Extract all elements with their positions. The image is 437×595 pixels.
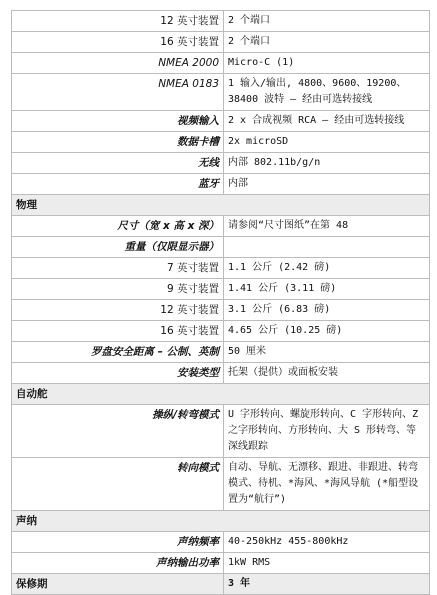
spec-value: U 字形转向、螺旋形转向、C 字形转向、Z 之字形转向、方形转向、大 S 形转弯、等深线跟踪 [224,405,430,458]
spec-table-body [12,11,430,595]
spec-label: 操纵/转弯模式 [12,405,224,458]
spec-row [12,237,430,258]
spec-label: 声纳输出功率 [12,553,224,574]
spec-value: 40-250kHz 455-800kHz [224,532,430,553]
spec-row [12,174,430,195]
spec-label: 7 英寸装置 [12,258,224,279]
spec-row [12,111,430,132]
spec-label: 蓝牙 [12,174,224,195]
spec-value [224,237,430,258]
spec-label: 声纳频率 [12,532,224,553]
section-header [12,384,430,405]
spec-value: 2 个端口 [224,32,430,53]
section-header [12,574,430,595]
spec-label: 16 英寸装置 [12,32,224,53]
spec-row [12,321,430,342]
spec-value: 托架（提供）或面板安装 [224,363,430,384]
spec-value: 1kW RMS [224,553,430,574]
spec-label: 12 英寸装置 [12,11,224,32]
spec-value: 自动、导航、无漂移、跟进、非跟进、转弯模式、待机、*海风、*海风导航 (*船型设置为“航行”) [224,458,430,511]
spec-value: 1.1 公斤 (2.42 磅) [224,258,430,279]
spec-label: 视频输入 [12,111,224,132]
section-title: 物理 [12,195,430,216]
spec-table [11,10,430,595]
spec-label: 重量（仅限显示器） [12,237,224,258]
spec-label: 12 英寸装置 [12,300,224,321]
spec-value: 50 厘米 [224,342,430,363]
spec-label: 无线 [12,153,224,174]
spec-value: 2 x 合成视频 RCA – 经由可选转接线 [224,111,430,132]
spec-value: 请参阅“尺寸图纸”在第 48 [224,216,430,237]
spec-value: 1 输入/输出, 4800、9600、19200、38400 波特 – 经由可选转接线 [224,74,430,111]
spec-label: 罗盘安全距离 – 公制、英制 [12,342,224,363]
spec-row [12,405,430,458]
spec-row [12,532,430,553]
spec-label: 转向模式 [12,458,224,511]
spec-label: 安装类型 [12,363,224,384]
spec-label: 数据卡槽 [12,132,224,153]
spec-value: 2x microSD [224,132,430,153]
spec-row [12,32,430,53]
spec-label: NMEA 0183 [12,74,224,111]
spec-value: Micro-C (1) [224,53,430,74]
spec-row [12,11,430,32]
spec-row [12,74,430,111]
spec-label: 16 英寸装置 [12,321,224,342]
spec-value: 4.65 公斤 (10.25 磅) [224,321,430,342]
spec-value: 内部 802.11b/g/n [224,153,430,174]
spec-row [12,279,430,300]
spec-row [12,53,430,74]
spec-row [12,342,430,363]
spec-row [12,132,430,153]
spec-row [12,258,430,279]
spec-row [12,553,430,574]
section-title: 自动舵 [12,384,430,405]
spec-row [12,153,430,174]
spec-value: 2 个端口 [224,11,430,32]
section-title: 声纳 [12,511,430,532]
section-header [12,195,430,216]
spec-row [12,216,430,237]
spec-value: 1.41 公斤 (3.11 磅) [224,279,430,300]
section-header [12,511,430,532]
spec-label: NMEA 2000 [12,53,224,74]
spec-row [12,458,430,511]
spec-row [12,363,430,384]
section-title: 保修期 [12,574,224,595]
spec-label: 尺寸（宽 x 高 x 深） [12,216,224,237]
spec-value: 内部 [224,174,430,195]
spec-value: 3.1 公斤 (6.83 磅) [224,300,430,321]
spec-label: 9 英寸装置 [12,279,224,300]
spec-value: 3 年 [224,574,430,595]
spec-row [12,300,430,321]
